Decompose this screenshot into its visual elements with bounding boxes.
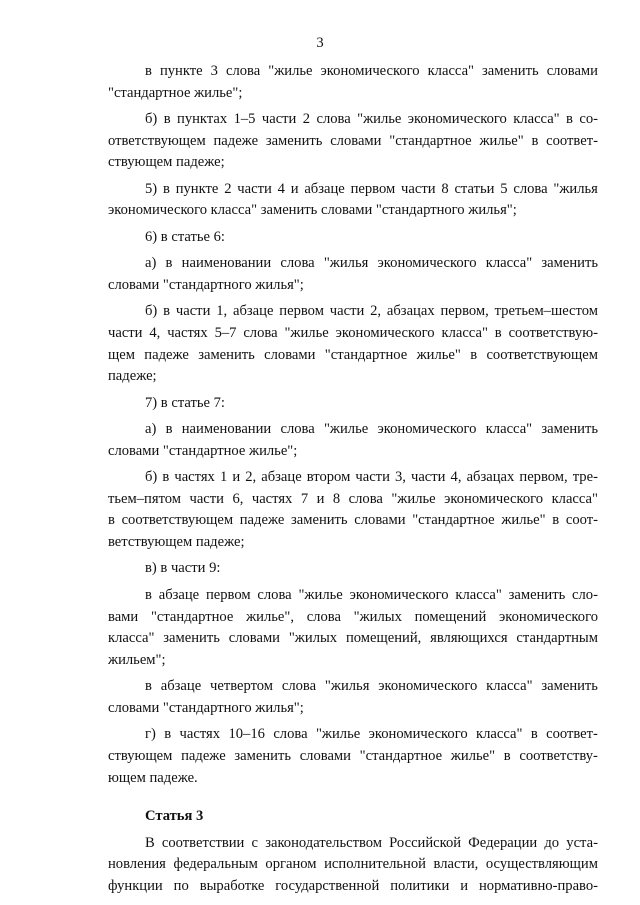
text-line: класса" заменить словами "жилых помещений, являющихся стандартным [108,630,598,646]
page-number: 3 [316,35,324,51]
text-line: г) в частях 10–16 слова "жилье экономического класса" в соответ- [145,726,598,742]
text-line: 6) в статье 6: [145,229,225,245]
text-line: в пункте 3 слова "жилье экономического класса" заменить словами [145,63,598,79]
text-line: 7) в статье 7: [145,395,225,411]
text-line: в) в части 9: [145,560,221,576]
text-line: в абзаце первом слова "жилье экономического класса" заменить сло- [145,587,598,603]
text-line: функции по выработке государственной политики и нормативно-право- [108,878,598,894]
text-line: 5) в пункте 2 части 4 и абзаце первом части 8 статьи 5 слова "жилья [145,181,598,197]
text-line: б) в частях 1 и 2, абзаце втором части 3, части 4, абзацах первом, тре- [145,469,598,485]
text-line: б) в пунктах 1–5 части 2 слова "жилье экономического класса" в со- [145,111,598,127]
text-line: "стандартное жилье"; [108,85,243,101]
text-line: словами "стандартное жилье"; [108,443,298,459]
text-line: словами "стандартного жилья"; [108,700,304,716]
text-line: в соответствующем падеже заменить словами "стандартное жилье" в соот- [108,512,598,528]
text-line: части 4, частях 5–7 слова "жилье экономического класса" в соответствую- [108,325,598,341]
text-line: ветствующем падеже; [108,534,245,550]
text-line: б) в части 1, абзаце первом части 2, абзацах первом, третьем–шестом [145,303,598,319]
text-line: В соответствии с законодательством Российской Федерации до уста- [145,835,598,851]
text-line: ствующем падеже заменить словами "стандартное жилье" в соответству- [108,748,598,764]
text-line: ствующем падеже; [108,154,225,170]
text-line: жильем"; [108,652,166,668]
text-line: а) в наименовании слова "жилье экономического класса" заменить [145,421,598,437]
text-line: падеже; [108,368,157,384]
text-line: словами "стандартного жилья"; [108,277,304,293]
text-line: ответствующем падеже заменить словами "стандартное жилье" в соответ- [108,133,598,149]
text-line: в абзаце четвертом слова "жилья экономического класса" заменить [145,678,598,694]
text-line: ющем падеже. [108,770,198,786]
text-line: новления федеральным органом исполнительной власти, осуществляющим [108,856,598,872]
text-line: вами "стандартное жилье", слова "жилых помещений экономического [108,609,598,625]
section-heading: Статья 3 [145,808,204,824]
text-line: тьем–пятом части 6, частях 7 и 8 слова "жилье экономического класса" [108,491,598,507]
text-line: щем падеже заменить словами "стандартное жилье" в соответствующем [108,347,598,363]
text-line: экономического класса" заменить словами "стандартного жилья"; [108,202,517,218]
text-line: а) в наименовании слова "жилья экономического класса" заменить [145,255,598,271]
